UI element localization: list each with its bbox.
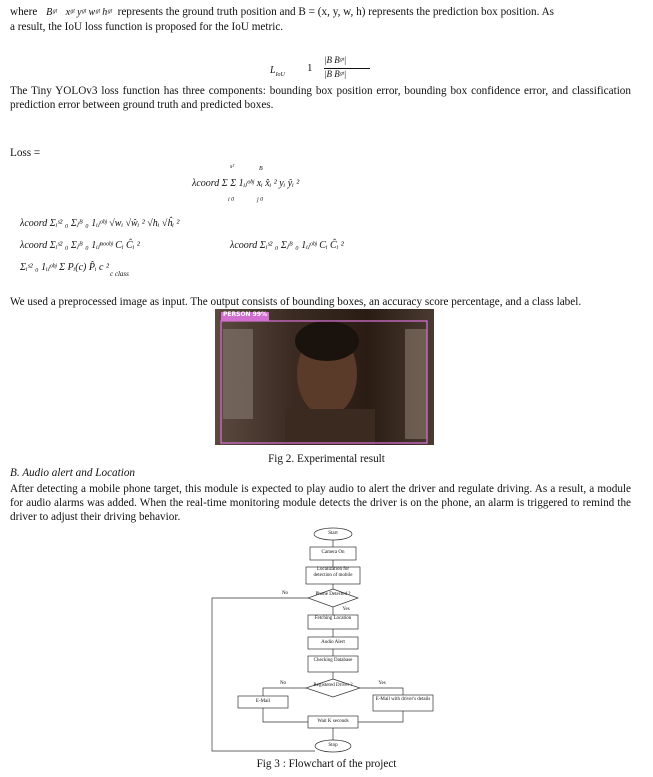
- fig2-caption: Fig 2. Experimental result: [268, 453, 385, 465]
- symbol-gt-coords: xᵍᵗ yᵍᵗ wᵍᵗ hᵍᵗ: [65, 7, 112, 18]
- flow-start: Start: [328, 531, 338, 536]
- iou-one: 1: [307, 62, 313, 74]
- flow-no-1: No: [281, 591, 289, 596]
- symbol-bgt: Bᵍᵗ: [46, 7, 57, 18]
- loss-row-1-sub-i: i 0: [228, 197, 235, 203]
- loss-row-1-sub-j: j 0: [257, 197, 264, 203]
- flow-fetching: Fetching Location: [314, 616, 352, 621]
- photo-scene: [215, 309, 434, 445]
- flow-stop: Stop: [328, 743, 338, 748]
- experimental-result-photo: [215, 309, 434, 445]
- paragraph-tiny-yolo: The Tiny YOLOv3 loss function has three components: bounding box position error, bounding box confidence error, and classification prediction error between ground truth and predicted boxes.: [10, 85, 631, 111]
- loss-row-1: λcoord Σ Σ 1ᵢⱼᵒᵇʲ xᵢ x̂ᵢ ² yᵢ ŷᵢ ²: [192, 178, 300, 189]
- loss-row-1-sup-b: B: [259, 166, 263, 172]
- flow-audio: Audio Alert: [321, 640, 345, 645]
- flow-no-2: No: [279, 681, 287, 686]
- iou-denominator: |B Bᵍᵗ|: [324, 69, 347, 79]
- loss-label: Loss =: [10, 147, 41, 159]
- loss-row-3b: λcoord Σᵢˢ² ₀ Σⱼᴮ ₀ 1ᵢⱼᵒᵇʲ Cᵢ Ĉᵢ ²: [230, 240, 344, 251]
- loss-row-1-sup-s2: s²: [230, 164, 235, 170]
- iou-equation: [270, 55, 380, 85]
- paragraph-preprocessed: We used a preprocessed image as input. The output consists of bounding boxes, an accuracy score percentage, and a class label.: [10, 296, 582, 308]
- flow-checking: Checking Database: [313, 658, 353, 663]
- where-word: where: [10, 6, 38, 18]
- flow-camera: Camera On: [321, 550, 345, 555]
- flow-email: E-Mail: [255, 699, 271, 704]
- flow-wait: Wait K seconds: [317, 719, 349, 724]
- iou-lhs: $L_{IoU}$: [270, 65, 285, 78]
- intro-line-2: a result, the IoU loss function is proposed for the IoU metric.: [10, 21, 284, 33]
- iou-numerator: |B Bᵍᵗ|: [324, 55, 347, 65]
- loss-row-4-sub: c class: [110, 270, 129, 278]
- flow-email-details: E-Mail with driver's details: [375, 697, 431, 702]
- loss-row-3a: λcoord Σᵢˢ² ₀ Σⱼᴮ ₀ 1ᵢⱼⁿᵒᵒᵇʲ Cᵢ Ĉᵢ ²: [20, 240, 140, 251]
- intro-line-1-tail: represents the ground truth position and B = (x, y, w, h) represents the prediction box position. As: [117, 6, 555, 18]
- intro-line-1: [10, 5, 646, 20]
- section-b-heading: B. Audio alert and Location: [10, 467, 136, 479]
- detection-label: PERSON 99%: [223, 311, 268, 318]
- flow-phone-detected: Phone Detected ?: [315, 592, 351, 597]
- flow-registered: Registered Driver ?: [313, 683, 353, 688]
- loss-row-2: λcoord Σᵢˢ² ₀ Σⱼᴮ ₀ 1ᵢⱼᵒᵇʲ √wᵢ √ŵᵢ ² √hᵢ √ĥᵢ ²: [20, 218, 180, 229]
- loss-row-4: Σᵢˢ² ₀ 1ᵢⱼᵒᵇʲ Σ Pᵢ(c) P̂ᵢ c ²: [20, 262, 109, 273]
- fig3-caption: Fig 3 : Flowchart of the project: [256, 758, 397, 770]
- flow-yes-2: Yes: [378, 681, 386, 686]
- paragraph-audio-alert: After detecting a mobile phone target, this module is expected to play audio to alert the driver and regulate driving. As a result, a module for audio alarms was added. When the real-time monitoring module detects the driver is on the phone, an alarm is triggered to remind the driver to adjust their driving behavior.: [10, 483, 631, 523]
- flow-yes-1: Yes: [342, 607, 350, 612]
- flow-localization: Localization for detection of mobile: [313, 567, 353, 578]
